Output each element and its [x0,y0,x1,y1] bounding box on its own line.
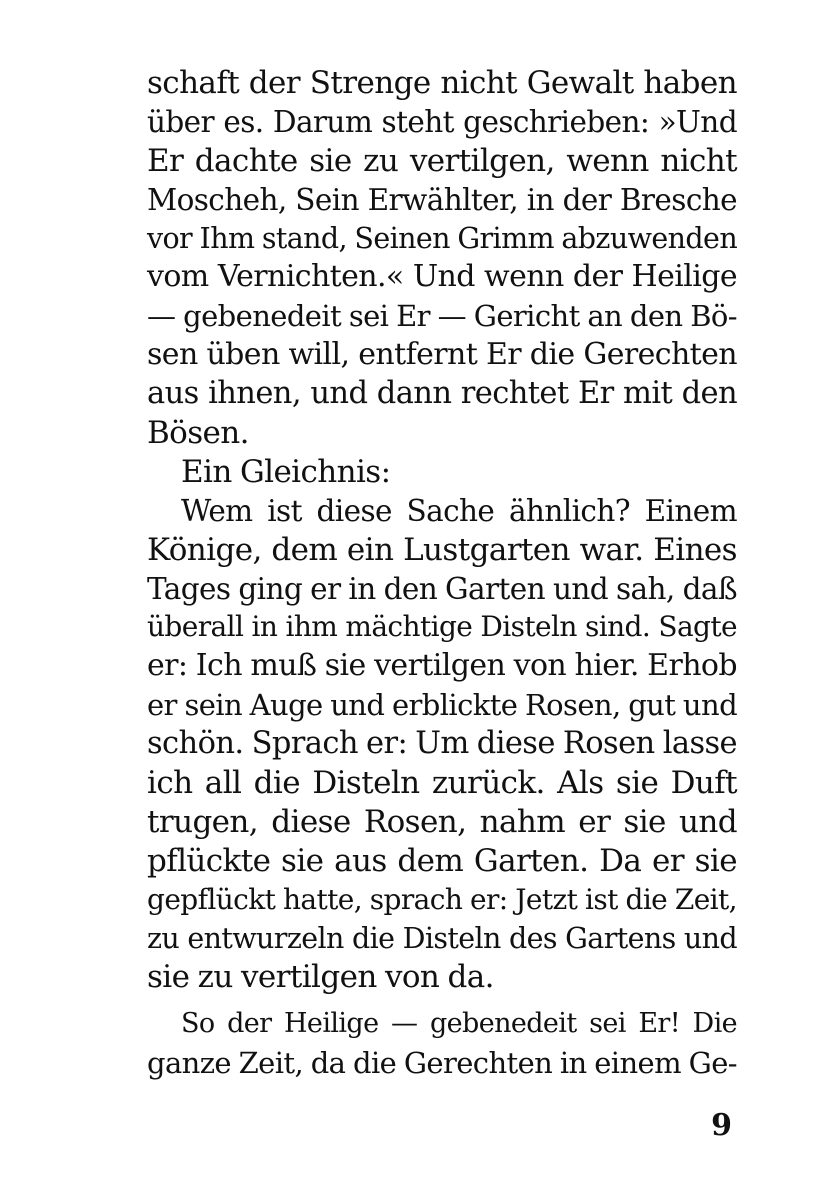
text-line: schaft der Strenge nicht Gewalt haben [147,65,737,101]
text-line: Ein Gleichnis: [181,453,391,490]
text-line: Bösen. [147,415,249,452]
text-line: zu entwurzeln die Disteln des Gartens und [147,921,737,955]
page-number: 9 [711,1108,732,1143]
text-line: über es. Darum steht geschrieben: »Und [147,104,737,139]
text-line: gepflückt hatte, sprach er: Jetzt ist die Zeit, [147,882,737,916]
text-line: er sein Auge und erblickte Rosen, gut und [147,688,738,723]
text-line: ganze Zeit, da die Gerechten in einem Ge- [147,1046,737,1081]
text-line: Er dachte sie zu vertilgen, wenn nicht [147,142,737,179]
text-line: er: Ich muß sie vertilgen von hier. Erhob [147,648,737,684]
text-line: pflückte sie aus dem Garten. Da er sie [147,842,737,879]
text-line: vom Vernichten.« Und wenn der Heilige [147,259,737,295]
text-line: — gebenedeit sei Er — Gericht an den Bö- [147,299,737,334]
text-line: vor Ihm stand, Seinen Grimm abzuwenden [147,221,738,255]
text-line: trugen, diese Rosen, nahm er sie und [147,803,737,840]
text-line: ich all die Disteln zurück. Als sie Duft [147,765,737,802]
text-line: Moscheh, Sein Erwählter, in der Bresche [147,182,737,217]
paragraph-gap [147,997,737,1005]
text-line: schön. Sprach er: Um diese Rosen lasse [147,726,737,762]
body-text [147,64,737,1083]
text-line: Wem ist diese Sache ähnlich? Einem [181,493,737,528]
text-line: überall in ihm mächtige Disteln sind. Sagte [147,610,737,644]
text-line: sen üben will, entfernt Er die Gerechten [147,337,737,373]
text-line: Tages ging er in den Garten und sah, daß [147,571,737,606]
text-line: sie zu vertilgen von da. [147,959,494,996]
text-line: Könige, dem ein Lustgarten war. Eines [147,531,737,568]
text-line: So der Heilige — gebenedeit sei Er! Die [181,1008,737,1040]
text-line: aus ihnen, und dann rechtet Er mit den [147,376,737,412]
